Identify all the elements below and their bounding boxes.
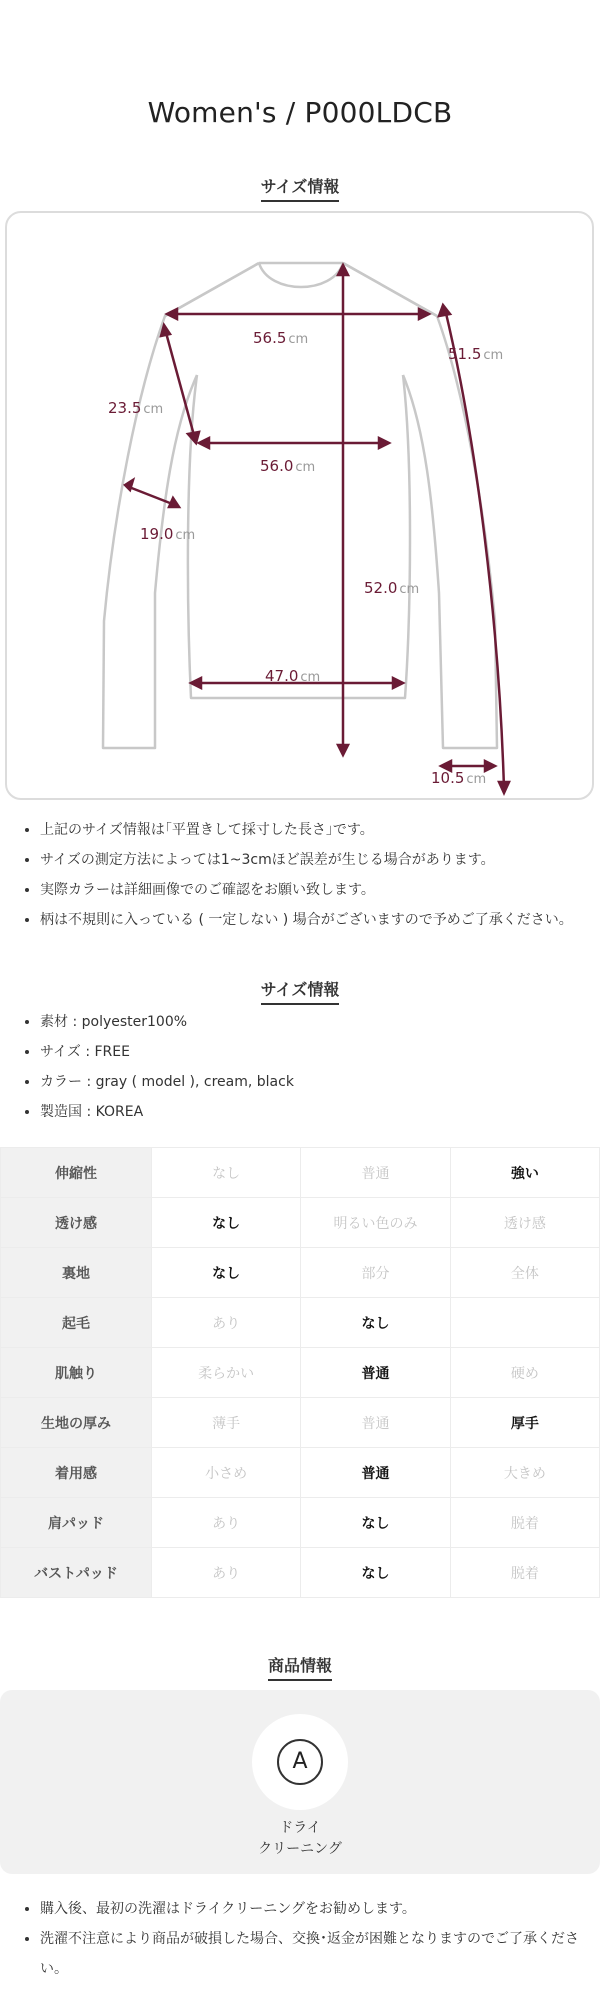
size-note: • 実際カラーは詳細画像でのご確認をお願い致します。 bbox=[40, 875, 600, 905]
attribute-row bbox=[1, 1448, 600, 1498]
attribute-option bbox=[450, 1298, 599, 1348]
attribute-option: 薄手 bbox=[152, 1398, 301, 1448]
attribute-name: 肩パッド bbox=[1, 1498, 152, 1548]
attribute-option: 小さめ bbox=[152, 1448, 301, 1498]
care-label-line2: クリーニング bbox=[258, 1841, 342, 1857]
attribute-name: 生地の厚み bbox=[1, 1398, 152, 1448]
attribute-row bbox=[1, 1548, 600, 1598]
attribute-option: 全体 bbox=[450, 1248, 599, 1298]
product-info-heading-text: 商品情報 bbox=[268, 1653, 332, 1681]
attribute-option: 柔らかい bbox=[152, 1348, 301, 1398]
size-info-heading-text: サイズ情報 bbox=[261, 174, 340, 202]
dry-clean-icon: A bbox=[277, 1739, 323, 1785]
label-body-length: 52.0 cm bbox=[364, 579, 420, 597]
attribute-option-selected: 普通 bbox=[301, 1448, 450, 1498]
attribute-option: あり bbox=[152, 1498, 301, 1548]
attribute-option-selected: なし bbox=[152, 1248, 301, 1298]
attribute-row bbox=[1, 1198, 600, 1248]
attribute-name: 透け感 bbox=[1, 1198, 152, 1248]
size-note: • サイズの測定方法によっては1~3cmほど誤差が生じる場合があります。 bbox=[40, 845, 600, 875]
attribute-option: あり bbox=[152, 1298, 301, 1348]
attribute-option: あり bbox=[152, 1548, 301, 1598]
attribute-option: 明るい色のみ bbox=[301, 1198, 450, 1248]
spec-item-material: • 素材 : polyester100% bbox=[40, 1007, 600, 1037]
label-chest: 56.0 cm bbox=[260, 457, 316, 475]
spec-heading bbox=[0, 977, 600, 1005]
product-note: • 洗濯不注意により商品が破損した場合、交換･返金が困難となりますのでご了承ください。 bbox=[40, 1924, 600, 1984]
attribute-option: 部分 bbox=[301, 1248, 450, 1298]
spec-item-color: • カラー : gray ( model ), cream, black bbox=[40, 1067, 600, 1097]
attribute-option-selected: なし bbox=[301, 1498, 450, 1548]
attribute-name: 肌触り bbox=[1, 1348, 152, 1398]
attribute-row bbox=[1, 1148, 600, 1198]
care-label bbox=[0, 1818, 600, 1860]
attribute-option: 大きめ bbox=[450, 1448, 599, 1498]
attribute-option: なし bbox=[152, 1148, 301, 1198]
attribute-option: 脱着 bbox=[450, 1498, 599, 1548]
label-sleeve-width: 19.0 cm bbox=[140, 525, 196, 543]
care-label-line1: ドライ bbox=[279, 1820, 321, 1836]
attribute-option-selected: なし bbox=[301, 1298, 450, 1348]
attribute-row bbox=[1, 1498, 600, 1548]
product-info-heading bbox=[0, 1653, 600, 1681]
label-armhole: 23.5 cm bbox=[108, 399, 164, 417]
page-title: Women's / P000LDCB bbox=[147, 96, 453, 129]
attribute-option: 普通 bbox=[301, 1148, 450, 1198]
attribute-table bbox=[0, 1147, 600, 1598]
label-cuff: 10.5 cm bbox=[431, 769, 487, 787]
attribute-option-selected: 普通 bbox=[301, 1348, 450, 1398]
attribute-option-selected: なし bbox=[301, 1548, 450, 1598]
care-icon-circle bbox=[252, 1714, 348, 1810]
size-notes-list bbox=[16, 815, 600, 935]
spec-item-size: • サイズ : FREE bbox=[40, 1037, 600, 1067]
label-upper-chest: 56.5 cm bbox=[253, 329, 309, 347]
attribute-option: 透け感 bbox=[450, 1198, 599, 1248]
label-sleeve-length: 51.5 cm bbox=[448, 345, 504, 363]
size-note: • 柄は不規則に入っている ( 一定しない ) 場合がございますので予めご了承ください。 bbox=[40, 905, 600, 935]
attribute-name: バストパッド bbox=[1, 1548, 152, 1598]
attribute-row bbox=[1, 1398, 600, 1448]
attribute-option-selected: 強い bbox=[450, 1148, 599, 1198]
size-diagram bbox=[5, 211, 594, 800]
attribute-option-selected: 厚手 bbox=[450, 1398, 599, 1448]
attribute-name: 起毛 bbox=[1, 1298, 152, 1348]
spec-item-origin: • 製造国 : KOREA bbox=[40, 1097, 600, 1127]
size-info-heading bbox=[0, 174, 600, 202]
attribute-row bbox=[1, 1248, 600, 1298]
product-notes-list bbox=[16, 1894, 600, 1984]
attribute-name: 着用感 bbox=[1, 1448, 152, 1498]
attribute-name: 伸縮性 bbox=[1, 1148, 152, 1198]
spec-heading-text: サイズ情報 bbox=[261, 977, 340, 1005]
attribute-option: 脱着 bbox=[450, 1548, 599, 1598]
attribute-option: 硬め bbox=[450, 1348, 599, 1398]
attribute-option: 普通 bbox=[301, 1398, 450, 1448]
attribute-row bbox=[1, 1348, 600, 1398]
care-box bbox=[0, 1690, 600, 1874]
attribute-row bbox=[1, 1298, 600, 1348]
size-note: • 上記のサイズ情報は｢平置きして採寸した長さ｣です。 bbox=[40, 815, 600, 845]
attribute-name: 裏地 bbox=[1, 1248, 152, 1298]
attribute-option-selected: なし bbox=[152, 1198, 301, 1248]
garment-outline-svg bbox=[7, 213, 596, 802]
label-hem: 47.0 cm bbox=[265, 667, 321, 685]
product-note: • 購入後、最初の洗濯はドライクリーニングをお勧めします。 bbox=[40, 1894, 600, 1924]
spec-list bbox=[16, 1007, 600, 1127]
